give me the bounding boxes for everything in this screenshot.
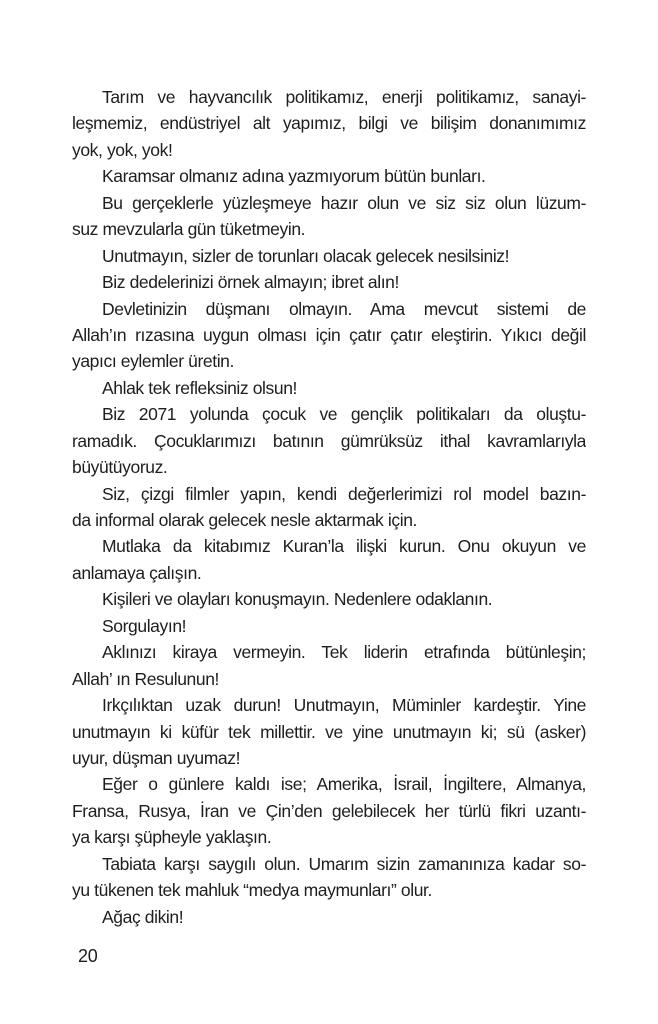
text-line: Bu gerçeklerle yüzleşmeye hazır olun ve siz siz olun lüzum-: [102, 192, 586, 213]
text-line: anlamaya çalışın.: [72, 562, 202, 583]
text-line: Ahlak tek refleksiniz olsun!: [102, 377, 298, 398]
text-line: uyur, düşman uyumaz!: [72, 747, 241, 768]
text-line: Kişileri ve olayları konuşmayın. Nedenlere odaklanın.: [102, 589, 493, 610]
text-line: Aklınızı kiraya vermeyin. Tek liderin etrafında bütünleşin;: [102, 642, 586, 663]
text-line: Biz 2071 yolunda çocuk ve gençlik politikaları da oluştu-: [102, 404, 586, 425]
text-line: büyütüyoruz.: [72, 457, 168, 478]
text-line: ramadık. Çocuklarımızı batının gümrüksüz ithal kavramlarıyla: [72, 430, 586, 451]
text-line: Allah’ın rızasına uygun olması için çatır çatır eleştirin. Yıkıcı değil: [72, 324, 586, 345]
text-line: Mutlaka da kitabımız Kuran’la ilişki kurun. Onu okuyun ve: [102, 536, 586, 557]
text-line: Siz, çizgi filmler yapın, kendi değerlerimizi rol model bazın-: [102, 483, 586, 504]
page-number: 20: [78, 946, 98, 966]
text-line: Unutmayın, sizler de torunları olacak gelecek nesilsiniz!: [102, 245, 510, 266]
text-line: Biz dedelerinizi örnek almayın; ibret alın!: [102, 272, 399, 293]
text-line: da informal olarak gelecek nesle aktarmak için.: [72, 510, 417, 530]
text-line: yu tükenen tek mahluk “medya maymunları” olur.: [72, 880, 432, 901]
text-line: leşmemiz, endüstriyel alt yapımız, bilgi ve bilişim donanımımız: [72, 113, 586, 134]
text-line: Irkçılıktan uzak durun! Unutmayın, Müminler kardeştir. Yine: [102, 695, 586, 716]
text-line: Tarım ve hayvancılık politikamız, enerji politikamız, sanayi-: [102, 87, 586, 107]
text-line: suz mevzularla gün tüketmeyin.: [72, 219, 306, 240]
text-line: yok, yok, yok!: [72, 139, 173, 160]
text-line: Tabiata karşı saygılı olun. Umarım sizin zamanınıza kadar so-: [102, 853, 586, 874]
text-line: Ağaç dikin!: [102, 906, 184, 927]
text-line: Sorgulayın!: [102, 615, 187, 636]
text-line: Fransa, Rusya, İran ve Çin’den gelebilecek her türlü fikri uzantı-: [72, 800, 586, 821]
text-line: unutmayın ki küfür tek millettir. ve yine unutmayın ki; sü (asker): [72, 721, 586, 742]
text-line: ya karşı şüpheyle yaklaşın.: [72, 827, 272, 848]
page-text: [72, 84, 586, 930]
text-line: Allah’ ın Resulunun!: [72, 668, 220, 689]
text-line: Devletinizin düşmanı olmayın. Ama mevcut sistemi de: [102, 298, 586, 319]
text-line: Karamsar olmanız adına yazmıyorum bütün bunları.: [102, 166, 486, 187]
text-line: yapıcı eylemler üretin.: [72, 351, 234, 372]
text-line: Eğer o günlere kaldı ise; Amerika, İsrail, İngiltere, Almanya,: [102, 774, 586, 795]
